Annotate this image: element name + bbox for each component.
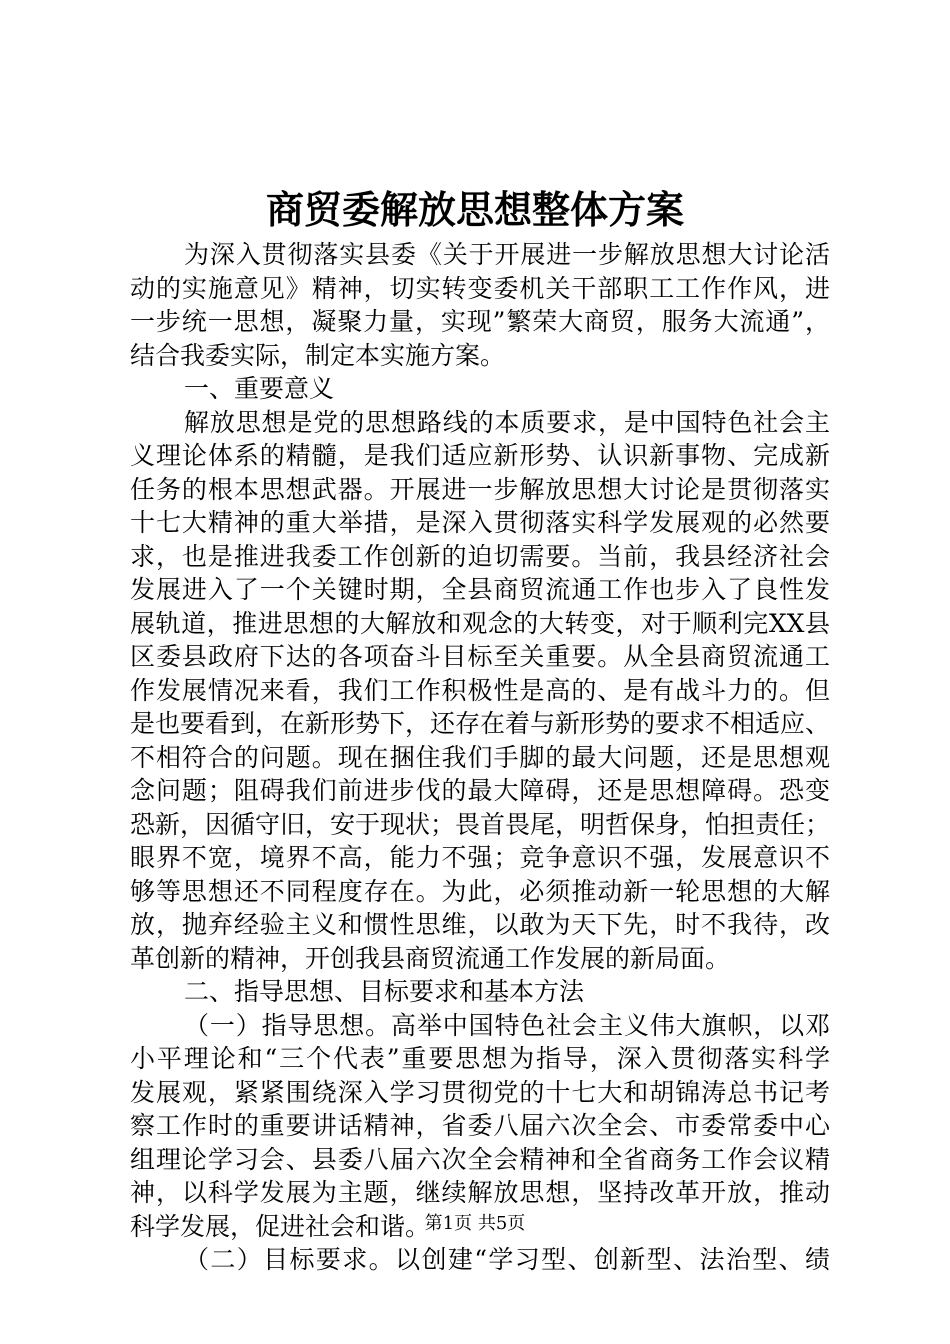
body-text-line: 神，以科学发展为主题，继续解放思想，坚持改革开放，推动 — [130, 1178, 830, 1207]
section-heading: 一、重要意义 — [184, 374, 335, 403]
body-text-line: 察工作时的重要讲话精神，省委八届六次全会、市委常委中心 — [130, 1111, 830, 1140]
body-text-line: 动的实施意见》精神，切实转变委机关干部职工工作作风，进 — [130, 273, 830, 303]
body-text-line: 十七大精神的重大举措，是深入贯彻落实科学发展观的必然要 — [130, 508, 830, 537]
body-text-line: 任务的根本思想武器。开展进一步解放思想大讨论是贯彻落实 — [130, 474, 830, 504]
body-text-line: 不相符合的问题。现在捆住我们手脚的最大问题，还是思想观 — [130, 742, 830, 772]
body-text-line: 区委县政府下达的各项奋斗目标至关重要。从全县商贸流通工 — [130, 642, 830, 671]
body-text-line: 科学发展，促进社会和谐。 — [130, 1211, 431, 1241]
body-text-line: 一步统一思想，凝聚力量，实现”繁荣大商贸，服务大流通”， — [130, 307, 830, 336]
body-text-line: 为深入贯彻落实县委《关于开展进一步解放思想大讨论活 — [184, 240, 830, 269]
page-footer: 第1页 共5页 — [424, 1213, 526, 1234]
body-text-line: 眼界不宽，境界不高，能力不强；竞争意识不强，发展意识不 — [130, 843, 830, 872]
body-text-line: 作发展情况来看，我们工作积极性是高的、是有战斗力的。但 — [130, 675, 830, 705]
body-text-line: 是也要看到，在新形势下，还存在着与新形势的要求不相适应、 — [130, 709, 831, 738]
body-text-line: 够等思想还不同程度存在。为此，必须推动新一轮思想的大解 — [130, 876, 830, 906]
body-text-line: 念问题；阻碍我们前进步伐的最大障碍，还是思想障碍。恐变 — [130, 776, 830, 805]
body-text-line: （二）目标要求。以创建“学习型、创新型、法治型、绩 — [184, 1245, 830, 1274]
body-text-line: 解放思想是党的思想路线的本质要求，是中国特色社会主 — [184, 407, 830, 437]
document-body — [130, 238, 830, 1277]
section-heading: 二、指导思想、目标要求和基本方法 — [184, 977, 585, 1006]
body-text-line: 求，也是推进我委工作创新的迫切需要。当前，我县经济社会 — [130, 541, 830, 571]
body-text-line: 革创新的精神，开创我县商贸流通工作发展的新局面。 — [130, 943, 731, 973]
body-text-line: 恐新，因循守旧，安于现状；畏首畏尾，明哲保身，怕担责任； — [130, 809, 831, 839]
body-text-line: （一）指导思想。高举中国特色社会主义伟大旗帜，以邓 — [184, 1010, 830, 1040]
body-text-line: 发展观，紧紧围绕深入学习贯彻党的十七大和胡锦涛总书记考 — [130, 1077, 830, 1107]
body-text-line: 组理论学习会、县委八届六次全会精神和全省商务工作会议精 — [130, 1144, 830, 1174]
body-text-line: 发展进入了一个关键时期，全县商贸流通工作也步入了良性发 — [130, 575, 830, 604]
body-text-line: 小平理论和“三个代表”重要思想为指导，深入贯彻落实科学 — [130, 1044, 830, 1073]
body-text-line: 展轨道，推进思想的大解放和观念的大转变，对于顺利完XX县 — [130, 608, 830, 638]
body-text-line: 放，抛弃经验主义和惯性思维，以敢为天下先，时不我待，改 — [130, 910, 830, 939]
document-title: 商贸委解放思想整体方案 — [265, 187, 684, 232]
body-text-line: 义理论体系的精髓，是我们适应新形势、认识新事物、完成新 — [130, 441, 830, 470]
body-text-line: 结合我委实际，制定本实施方案。 — [130, 340, 506, 370]
